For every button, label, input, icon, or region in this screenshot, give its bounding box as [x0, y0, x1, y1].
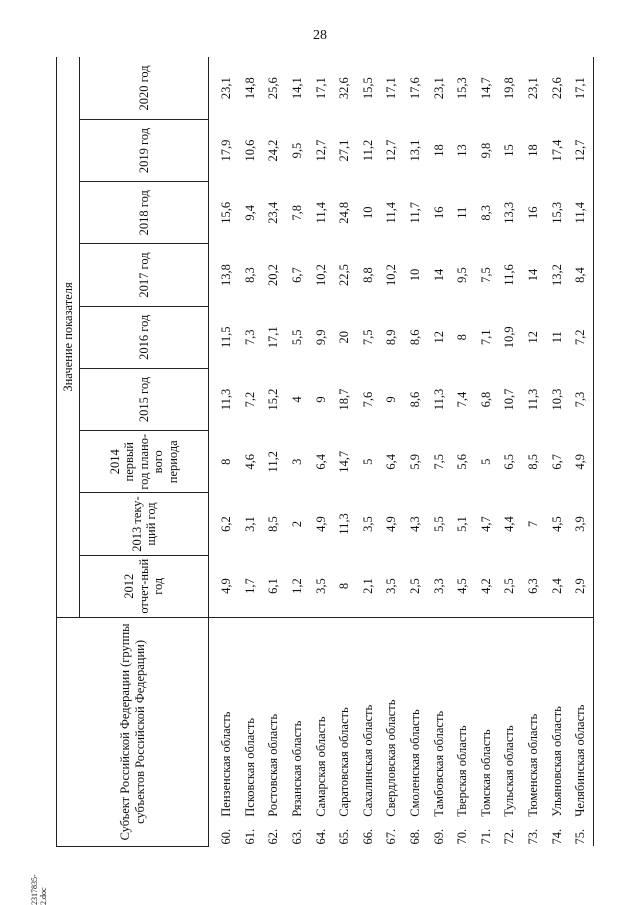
indicator-value: 11,6 [502, 264, 517, 286]
indicator-value: 10,7 [502, 388, 517, 411]
region-name: Томская область [475, 617, 499, 818]
table-row [239, 57, 263, 847]
indicator-value: 4,3 [408, 516, 423, 532]
table-row [380, 57, 404, 847]
indicator-value: 2 [290, 520, 305, 528]
region-name: Рязанская область [286, 617, 310, 818]
indicator-value: 6,2 [209, 493, 239, 555]
row-number: 63. [290, 828, 305, 845]
indicator-value: 5,9 [408, 453, 423, 470]
indicator-value: 4 [290, 396, 305, 403]
indicator-value: 4,6 [242, 453, 257, 470]
indicator-value: 7,4 [455, 391, 470, 408]
indicator-value: 14,8 [242, 77, 257, 100]
indicator-value: 6,8 [478, 391, 493, 408]
indicator-value: 16 [526, 206, 541, 219]
indicator-value: 27,1 [337, 139, 352, 162]
indicator-value: 4,4 [502, 516, 517, 532]
table-row [357, 57, 381, 847]
indicator-value: 11,3 [209, 368, 239, 430]
table-row [209, 57, 239, 847]
indicator-value: 7,2 [569, 306, 593, 368]
indicator-value: 7,6 [360, 391, 375, 408]
indicator-value: 11 [455, 206, 470, 219]
indicator-value: 4,5 [455, 578, 470, 594]
indicator-value: 5,6 [455, 453, 470, 470]
indicator-value: 20,2 [266, 264, 281, 286]
row-number: 61. [242, 828, 257, 845]
row-number: 66. [360, 828, 375, 845]
indicator-value: 11,2 [360, 139, 375, 162]
row-number: 62. [266, 828, 281, 845]
table-row [333, 57, 357, 847]
row-number: 67. [384, 828, 399, 845]
region-name: Ростовская область [262, 617, 286, 818]
region-name: Псковская область [239, 617, 263, 818]
indicator-value: 8 [337, 582, 352, 590]
indicator-value: 3,3 [431, 578, 446, 594]
indicator-value: 12,7 [384, 139, 399, 162]
indicator-value: 3,5 [360, 516, 375, 532]
indicator-value: 8,5 [526, 453, 541, 470]
indicator-value: 11,4 [569, 182, 593, 244]
indicator-value: 8,6 [408, 329, 423, 346]
indicator-value: 7,3 [242, 329, 257, 346]
indicator-value: 9,9 [313, 329, 328, 346]
indicator-table [56, 57, 594, 847]
indicator-value: 17,6 [408, 77, 423, 100]
region-name: Ульяновская область [545, 617, 569, 818]
table-row [475, 57, 499, 847]
indicator-value: 3,5 [313, 578, 328, 594]
indicator-value: 17,1 [313, 77, 328, 100]
indicator-value: 9 [384, 396, 399, 403]
indicator-value: 5 [478, 458, 493, 465]
indicator-value: 14 [526, 268, 541, 282]
rotated-table-container [56, 57, 588, 847]
table-row [286, 57, 310, 847]
indicator-value: 6,4 [384, 453, 399, 470]
indicator-value: 3,1 [242, 516, 257, 532]
indicator-value: 15,5 [360, 77, 375, 100]
indicator-value: 23,1 [526, 77, 541, 100]
indicator-value: 17,1 [266, 326, 281, 349]
indicator-value: 8,4 [569, 244, 593, 306]
indicator-value: 7,5 [360, 329, 375, 346]
indicator-value: 8,8 [360, 267, 375, 283]
row-number: 74. [549, 828, 564, 845]
table-row [427, 57, 451, 847]
indicator-value: 11,3 [337, 513, 352, 535]
indicator-value: 5,5 [431, 516, 446, 532]
region-name: Тульская область [498, 617, 522, 818]
indicator-value: 15,3 [549, 201, 564, 224]
row-number: 72. [502, 828, 517, 845]
page-number: 28 [313, 28, 327, 43]
indicator-value: 7,5 [478, 267, 493, 283]
indicator-value: 14 [431, 268, 446, 282]
region-name: Самарская область [309, 617, 333, 818]
indicator-value: 5,1 [455, 516, 470, 532]
year-header: 2018 год [80, 182, 209, 244]
region-name: Пензенская область [209, 617, 239, 818]
indicator-value: 4,9 [569, 431, 593, 493]
indicator-value: 22,6 [549, 77, 564, 100]
indicator-value: 4,9 [313, 516, 328, 532]
indicator-value: 13 [455, 144, 470, 157]
indicator-value: 20 [337, 331, 352, 344]
indicator-value: 23,1 [431, 77, 446, 100]
year-header: 2013 теку-щий год [80, 493, 209, 555]
indicator-value: 14,7 [337, 450, 352, 473]
indicator-value: 11,4 [384, 202, 399, 224]
region-name: Саратовская область [333, 617, 357, 818]
region-name: Сахалинская область [357, 617, 381, 818]
indicator-value: 8 [455, 334, 470, 341]
indicator-value: 9,5 [290, 142, 305, 159]
indicator-value: 10,9 [502, 326, 517, 349]
indicator-value: 10,6 [242, 139, 257, 162]
indicator-value: 32,6 [337, 77, 352, 100]
table-row [451, 57, 475, 847]
indicator-value: 6,4 [313, 453, 328, 470]
indicator-value: 6,7 [549, 453, 564, 470]
indicator-value: 13,8 [209, 244, 239, 306]
indicator-value: 18 [431, 144, 446, 157]
indicator-value: 8 [209, 431, 239, 493]
indicator-value: 7,2 [242, 391, 257, 408]
row-number: 69. [431, 828, 446, 845]
indicator-value: 15,3 [455, 77, 470, 100]
region-name: Тюменская область [522, 617, 546, 818]
indicator-value: 24,8 [337, 201, 352, 224]
indicator-value: 10 [408, 268, 423, 282]
indicator-value: 8,5 [266, 516, 281, 532]
indicator-value: 9,8 [478, 142, 493, 159]
indicator-value: 2,4 [549, 578, 564, 594]
indicator-value: 14,1 [290, 77, 305, 100]
indicator-value: 17,1 [569, 57, 593, 119]
indicator-value: 10,2 [313, 264, 328, 286]
region-name: Челябинская область [569, 617, 593, 818]
table-row [545, 57, 569, 847]
indicator-value: 15 [502, 144, 517, 157]
document-reference: 2317835-2.doc [30, 874, 48, 905]
indicator-value: 4,5 [549, 516, 564, 532]
indicator-value: 6,7 [290, 267, 305, 283]
indicator-value: 11,7 [408, 202, 423, 224]
indicator-value: 5,5 [290, 329, 305, 346]
indicator-value: 17,4 [549, 139, 564, 162]
indicator-value: 10,2 [384, 264, 399, 286]
indicator-value: 6,1 [266, 578, 281, 594]
table-row [522, 57, 546, 847]
indicator-value: 7 [526, 520, 541, 528]
row-number: 60. [209, 819, 239, 847]
indicator-value: 15,6 [209, 182, 239, 244]
row-number: 75. [569, 819, 593, 847]
indicator-value: 2,1 [360, 578, 375, 594]
indicator-value: 11,5 [209, 306, 239, 368]
indicator-value: 12 [526, 331, 541, 344]
indicator-value: 8,6 [408, 391, 423, 408]
indicator-value: 12,7 [569, 119, 593, 181]
indicator-value: 14,7 [478, 77, 493, 100]
indicator-value: 11 [549, 331, 564, 344]
indicator-value: 12 [431, 331, 446, 344]
indicator-value: 13,2 [549, 264, 564, 286]
indicator-value: 9,5 [455, 267, 470, 283]
indicator-value: 17,1 [384, 77, 399, 100]
indicator-value: 7,1 [478, 329, 493, 346]
region-name: Тамбовская область [427, 617, 451, 818]
indicator-value: 18 [526, 144, 541, 157]
indicator-value: 18,7 [337, 388, 352, 411]
indicator-value: 11,3 [526, 388, 541, 411]
year-header: 2015 год [80, 368, 209, 430]
indicator-value: 4,9 [209, 555, 239, 617]
indicator-value: 1,7 [242, 578, 257, 594]
indicator-value: 4,9 [384, 516, 399, 532]
indicator-value: 8,9 [384, 329, 399, 346]
indicator-value: 11,2 [266, 451, 281, 473]
year-header: 2014 первый год плано-вого периода [80, 431, 209, 493]
indicator-value: 4,7 [478, 516, 493, 532]
indicator-value: 4,2 [478, 578, 493, 594]
subject-header: Субъект Российской Федерации (группы субъектов Российской Федерации) [57, 617, 209, 846]
indicator-value: 2,5 [408, 578, 423, 594]
year-header: 2017 год [80, 244, 209, 306]
indicator-value: 13,3 [502, 201, 517, 224]
indicator-value: 8,3 [242, 267, 257, 283]
table-row [309, 57, 333, 847]
indicator-value: 9 [313, 396, 328, 403]
indicator-value: 25,6 [266, 77, 281, 100]
indicator-value: 7,3 [569, 368, 593, 430]
table-body [209, 57, 594, 847]
indicator-value: 10 [360, 206, 375, 219]
indicator-value: 6,3 [526, 578, 541, 594]
region-name: Свердловская область [380, 617, 404, 818]
indicator-value: 1,2 [290, 578, 305, 594]
row-number: 71. [478, 828, 493, 845]
indicator-value: 9,4 [242, 204, 257, 221]
indicator-value: 22,5 [337, 264, 352, 286]
indicator-value: 12,7 [313, 139, 328, 162]
region-name: Смоленская область [404, 617, 428, 818]
indicator-group-header: Значение показателя [57, 57, 80, 617]
indicator-value: 11,4 [313, 202, 328, 224]
indicator-value: 11,3 [431, 388, 446, 411]
indicator-value: 16 [431, 206, 446, 219]
row-number: 64. [313, 828, 328, 845]
year-header: 2020 год [136, 65, 151, 111]
indicator-value: 15,2 [266, 388, 281, 411]
year-header: 2012 отчет-ный год [80, 555, 209, 617]
indicator-value: 3,5 [384, 578, 399, 594]
indicator-value: 19,8 [502, 77, 517, 100]
indicator-value: 2,5 [502, 578, 517, 594]
indicator-value: 3 [290, 458, 305, 465]
indicator-value: 3,9 [569, 493, 593, 555]
row-number: 68. [408, 828, 423, 845]
table-row [262, 57, 286, 847]
region-name: Тверская область [451, 617, 475, 818]
row-number: 70. [455, 828, 470, 845]
year-header: 2016 год [80, 306, 209, 368]
row-number: 73. [526, 828, 541, 845]
table-row [498, 57, 522, 847]
indicator-value: 5 [360, 458, 375, 465]
indicator-value: 10,3 [549, 388, 564, 411]
indicator-value: 7,5 [431, 453, 446, 470]
indicator-value: 7,8 [290, 204, 305, 221]
table-row [569, 57, 593, 847]
year-header: 2019 год [80, 119, 209, 181]
indicator-value: 24,2 [266, 139, 281, 162]
indicator-value: 23,1 [209, 57, 239, 119]
indicator-value: 8,3 [478, 204, 493, 221]
indicator-value: 23,4 [266, 201, 281, 224]
row-number: 65. [337, 828, 352, 845]
table-row [404, 57, 428, 847]
indicator-value: 17,9 [209, 119, 239, 181]
indicator-value: 13,1 [408, 139, 423, 162]
indicator-value: 6,5 [502, 453, 517, 470]
indicator-value: 2,9 [569, 555, 593, 617]
